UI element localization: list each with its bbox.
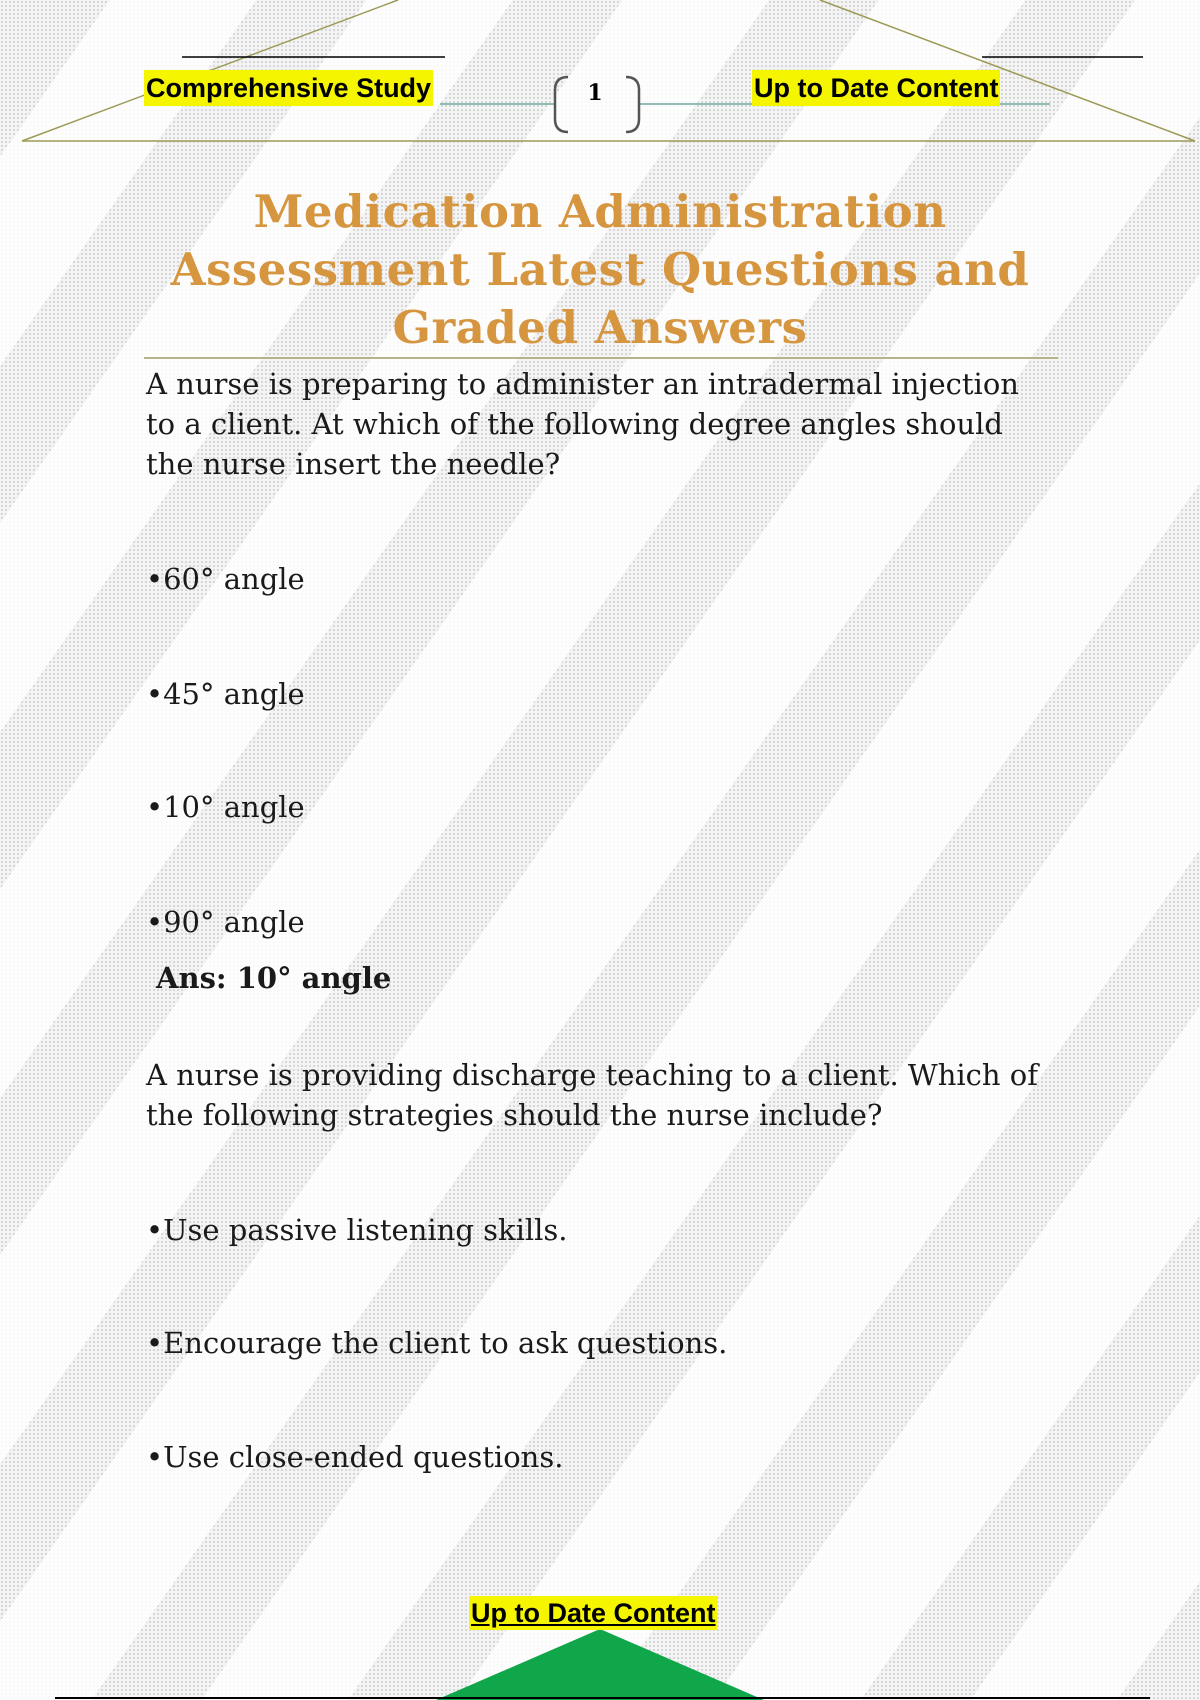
title-line: Medication Administration — [253, 185, 947, 238]
question-2-line: A nurse is providing discharge teaching to a client. Which of — [146, 1058, 1039, 1092]
header-left-label: Comprehensive Study — [144, 70, 433, 106]
question-2-line: the following strategies should the nurse include? — [146, 1098, 883, 1132]
question-2-option: •Use passive listening skills. — [146, 1213, 568, 1247]
title-line: Graded Answers — [392, 301, 808, 354]
title-line: Assessment Latest Questions and — [170, 243, 1030, 296]
question-1-option: •60° angle — [146, 562, 305, 596]
question-1-line: A nurse is preparing to administer an intradermal injection — [146, 367, 1019, 401]
question-2-option: •Use close-ended questions. — [146, 1440, 564, 1474]
question-1-option: •10° angle — [146, 790, 305, 824]
header-right-label: Up to Date Content — [752, 70, 1000, 106]
question-1-option: •90° angle — [146, 905, 305, 939]
question-1-option: •45° angle — [146, 677, 305, 711]
question-1-answer: Ans: 10° angle — [156, 961, 392, 995]
question-1-line: to a client. At which of the following degree angles should — [146, 407, 1003, 441]
question-2-option: •Encourage the client to ask questions. — [146, 1326, 728, 1360]
page-number: 1 — [587, 80, 603, 106]
question-1-line: the nurse insert the needle? — [146, 447, 561, 481]
footer-label: Up to Date Content — [471, 1598, 716, 1628]
